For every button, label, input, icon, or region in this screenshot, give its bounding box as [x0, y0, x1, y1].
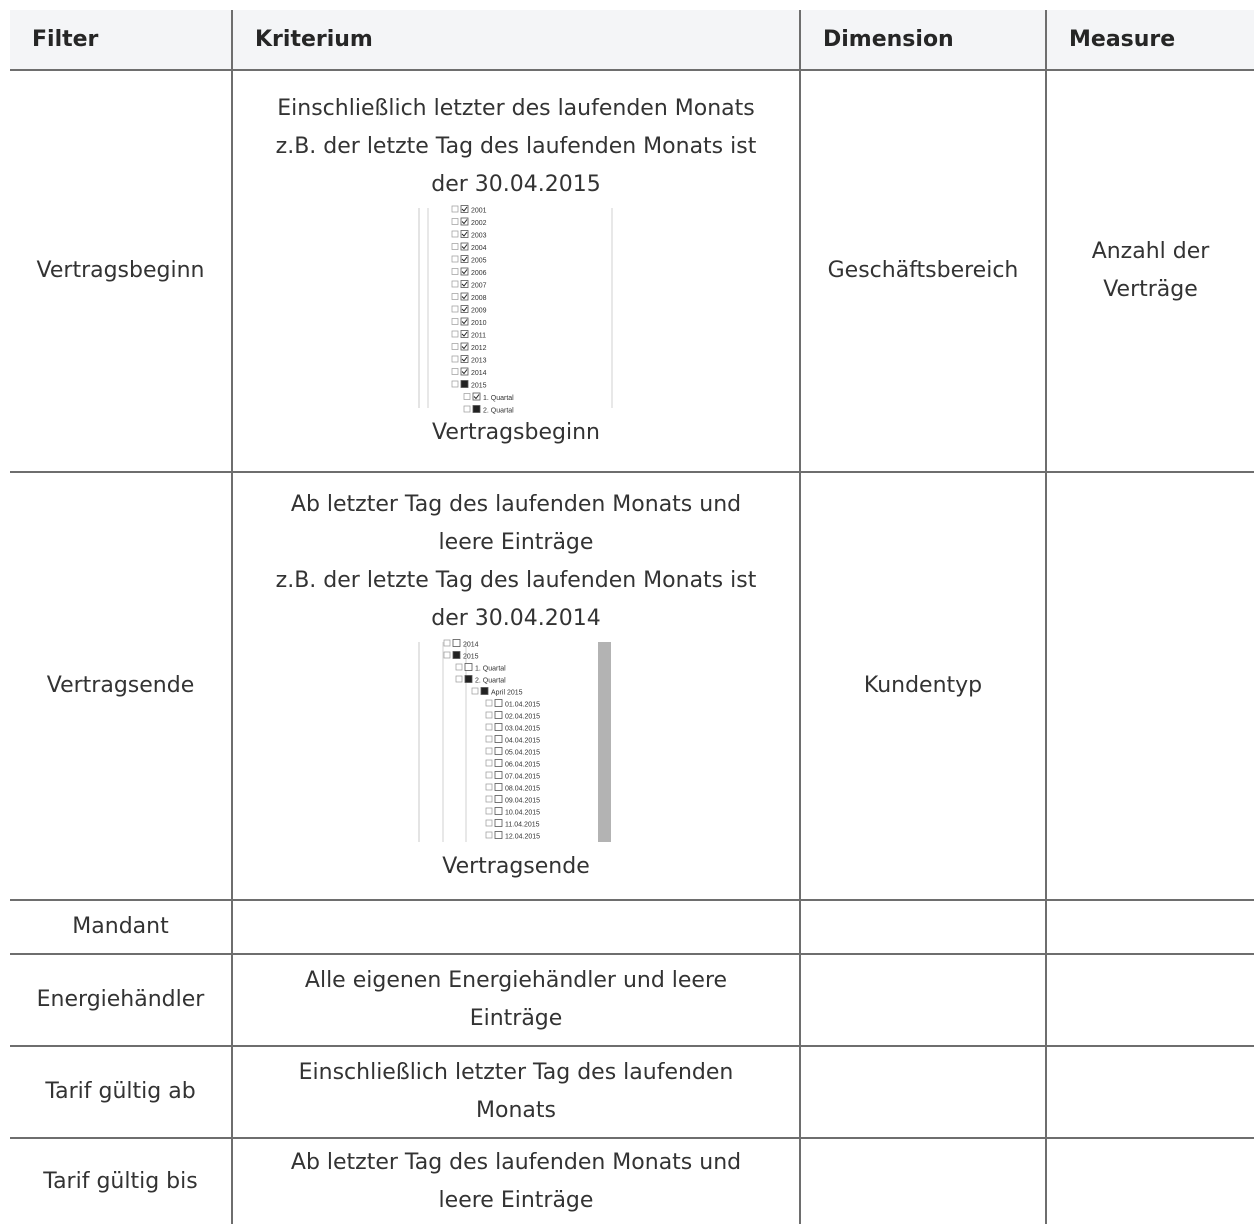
- svg-text:10.04.2015: 10.04.2015: [505, 809, 541, 817]
- tree-filter-screenshot: [416, 642, 616, 842]
- svg-text:1. Quartal: 1. Quartal: [475, 665, 506, 673]
- tree-node: [452, 243, 487, 252]
- tree-node: [452, 268, 487, 277]
- table-row: [10, 900, 1254, 954]
- svg-text:2014: 2014: [463, 641, 479, 649]
- table-header-row: [10, 10, 1254, 70]
- table-row: [10, 1138, 1254, 1224]
- kriterium-text: leere Einträge: [438, 530, 594, 555]
- svg-text:02.04.2015: 02.04.2015: [505, 713, 541, 721]
- svg-text:2012: 2012: [471, 345, 487, 352]
- measure-cell: [1046, 954, 1254, 1046]
- tree-node: [486, 712, 540, 721]
- kriterium-text: z.B. der letzte Tag des laufenden Monats ist: [275, 568, 757, 593]
- svg-text:2015: 2015: [471, 382, 487, 390]
- header-dimension: Dimension: [800, 10, 1046, 70]
- svg-text:08.04.2015: 08.04.2015: [505, 785, 541, 793]
- tree-node: [452, 368, 487, 377]
- tree-node: [452, 281, 487, 290]
- svg-text:2010: 2010: [471, 320, 487, 327]
- tree-node: [464, 393, 514, 402]
- svg-text:2013: 2013: [471, 357, 487, 365]
- tree-node: [486, 796, 540, 805]
- kriterium-cell: [232, 1138, 800, 1224]
- svg-text:2011: 2011: [471, 332, 487, 340]
- kriterium-text: Ab letzter Tag des laufenden Monats und: [290, 492, 742, 517]
- tree-node: [486, 784, 540, 793]
- header-measure: Measure: [1046, 10, 1254, 70]
- measure-cell: [1046, 900, 1254, 954]
- tree-node: [444, 640, 479, 649]
- dimension-cell: [800, 1046, 1046, 1138]
- table-row: [10, 70, 1254, 472]
- kriterium-text: z.B. der letzte Tag des laufenden Monats ist: [275, 134, 757, 159]
- tree-node: [452, 381, 487, 390]
- svg-text:2014: 2014: [471, 370, 487, 377]
- tree-node: [486, 808, 540, 817]
- kriterium-cell: [232, 1046, 800, 1138]
- tree-node: [456, 676, 506, 685]
- filter-cell: Tarif gültig bis: [10, 1138, 232, 1224]
- svg-text:2008: 2008: [471, 295, 487, 302]
- svg-text:04.04.2015: 04.04.2015: [505, 737, 541, 745]
- measure-cell: [1046, 1046, 1254, 1138]
- tree-node: [486, 760, 540, 769]
- dimension-cell: Geschäftsbereich: [800, 70, 1046, 472]
- filter-cell: Vertragsende: [10, 472, 232, 900]
- filter-cell: Energiehändler: [10, 954, 232, 1046]
- kriterium-text: Einträge: [469, 1006, 563, 1031]
- kriterium-text: der 30.04.2015: [431, 172, 601, 197]
- measure-text: Verträge: [1103, 277, 1198, 302]
- scrollbar: [598, 642, 611, 842]
- svg-text:2002: 2002: [471, 220, 487, 227]
- svg-text:1. Quartal: 1. Quartal: [483, 395, 514, 402]
- tree-node: [452, 343, 487, 352]
- dimension-cell: [800, 900, 1046, 954]
- svg-text:11.04.2015: 11.04.2015: [505, 821, 540, 829]
- kriterium-cell: [232, 472, 800, 900]
- tree-node: [452, 218, 487, 227]
- tree-node: [472, 688, 523, 697]
- tree-node: [456, 664, 506, 673]
- tree-node: [486, 772, 540, 781]
- svg-text:2015: 2015: [463, 653, 479, 661]
- kriterium-cell: [232, 900, 800, 954]
- image-caption: Vertragsbeginn: [432, 420, 600, 445]
- tree-node: [486, 736, 540, 745]
- kriterium-text: Alle eigenen Energiehändler und leere: [304, 968, 728, 993]
- header-kriterium: Kriterium: [232, 10, 800, 70]
- tree-node: [486, 820, 540, 829]
- kriterium-text: Einschließlich letzter des laufenden Monats: [277, 96, 755, 121]
- tree-node: [452, 306, 487, 315]
- tree-node: [452, 318, 487, 327]
- svg-text:2007: 2007: [471, 282, 487, 290]
- kriterium-text: der 30.04.2014: [431, 606, 601, 631]
- svg-text:05.04.2015: 05.04.2015: [505, 749, 541, 757]
- kriterium-cell: [232, 954, 800, 1046]
- tree-node: [486, 700, 540, 709]
- svg-text:07.04.2015: 07.04.2015: [505, 773, 541, 781]
- svg-text:2001: 2001: [471, 207, 487, 215]
- tree-node: [486, 724, 540, 733]
- measure-cell: [1046, 70, 1254, 472]
- header-filter: Filter: [10, 10, 232, 70]
- tree-filter-screenshot: [416, 207, 616, 415]
- tree-node: [452, 206, 487, 215]
- table-row: [10, 1046, 1254, 1138]
- measure-text: Anzahl der: [1091, 239, 1210, 264]
- svg-text:06.04.2015: 06.04.2015: [505, 761, 541, 769]
- dimension-cell: [800, 954, 1046, 1046]
- tree-node: [444, 652, 479, 661]
- table-row: [10, 954, 1254, 1046]
- svg-text:03.04.2015: 03.04.2015: [505, 725, 541, 733]
- tree-node: [452, 356, 487, 365]
- kriterium-text: Ab letzter Tag des laufenden Monats und: [290, 1149, 742, 1175]
- svg-text:2. Quartal: 2. Quartal: [483, 407, 514, 415]
- tree-node: [452, 331, 486, 340]
- filter-table: [10, 10, 1254, 1224]
- filter-cell: Mandant: [10, 900, 232, 954]
- svg-text:2005: 2005: [471, 257, 487, 265]
- tree-node: [452, 293, 487, 302]
- svg-text:2003: 2003: [471, 232, 487, 240]
- filter-cell: Vertragsbeginn: [10, 70, 232, 472]
- svg-text:12.04.2015: 12.04.2015: [505, 833, 541, 841]
- tree-node: [452, 231, 487, 240]
- svg-text:01.04.2015: 01.04.2015: [505, 701, 541, 709]
- svg-text:2. Quartal: 2. Quartal: [475, 677, 506, 685]
- kriterium-text: Einschließlich letzter Tag des laufenden: [298, 1060, 734, 1085]
- image-caption: Vertragsende: [442, 854, 590, 879]
- filter-cell: Tarif gültig ab: [10, 1046, 232, 1138]
- measure-cell: [1046, 1138, 1254, 1224]
- svg-text:April 2015: April 2015: [491, 689, 523, 697]
- svg-text:2006: 2006: [471, 270, 487, 277]
- svg-text:09.04.2015: 09.04.2015: [505, 797, 541, 805]
- kriterium-cell: [232, 70, 800, 472]
- table-row: [10, 472, 1254, 900]
- tree-node: [486, 832, 540, 841]
- measure-cell: [1046, 472, 1254, 900]
- dimension-cell: [800, 1138, 1046, 1224]
- kriterium-text: leere Einträge: [438, 1187, 594, 1213]
- svg-text:2004: 2004: [471, 245, 487, 252]
- svg-text:2009: 2009: [471, 307, 487, 315]
- kriterium-text: Monats: [476, 1098, 556, 1123]
- tree-node: [452, 256, 487, 265]
- tree-node: [486, 748, 540, 757]
- dimension-cell: Kundentyp: [800, 472, 1046, 900]
